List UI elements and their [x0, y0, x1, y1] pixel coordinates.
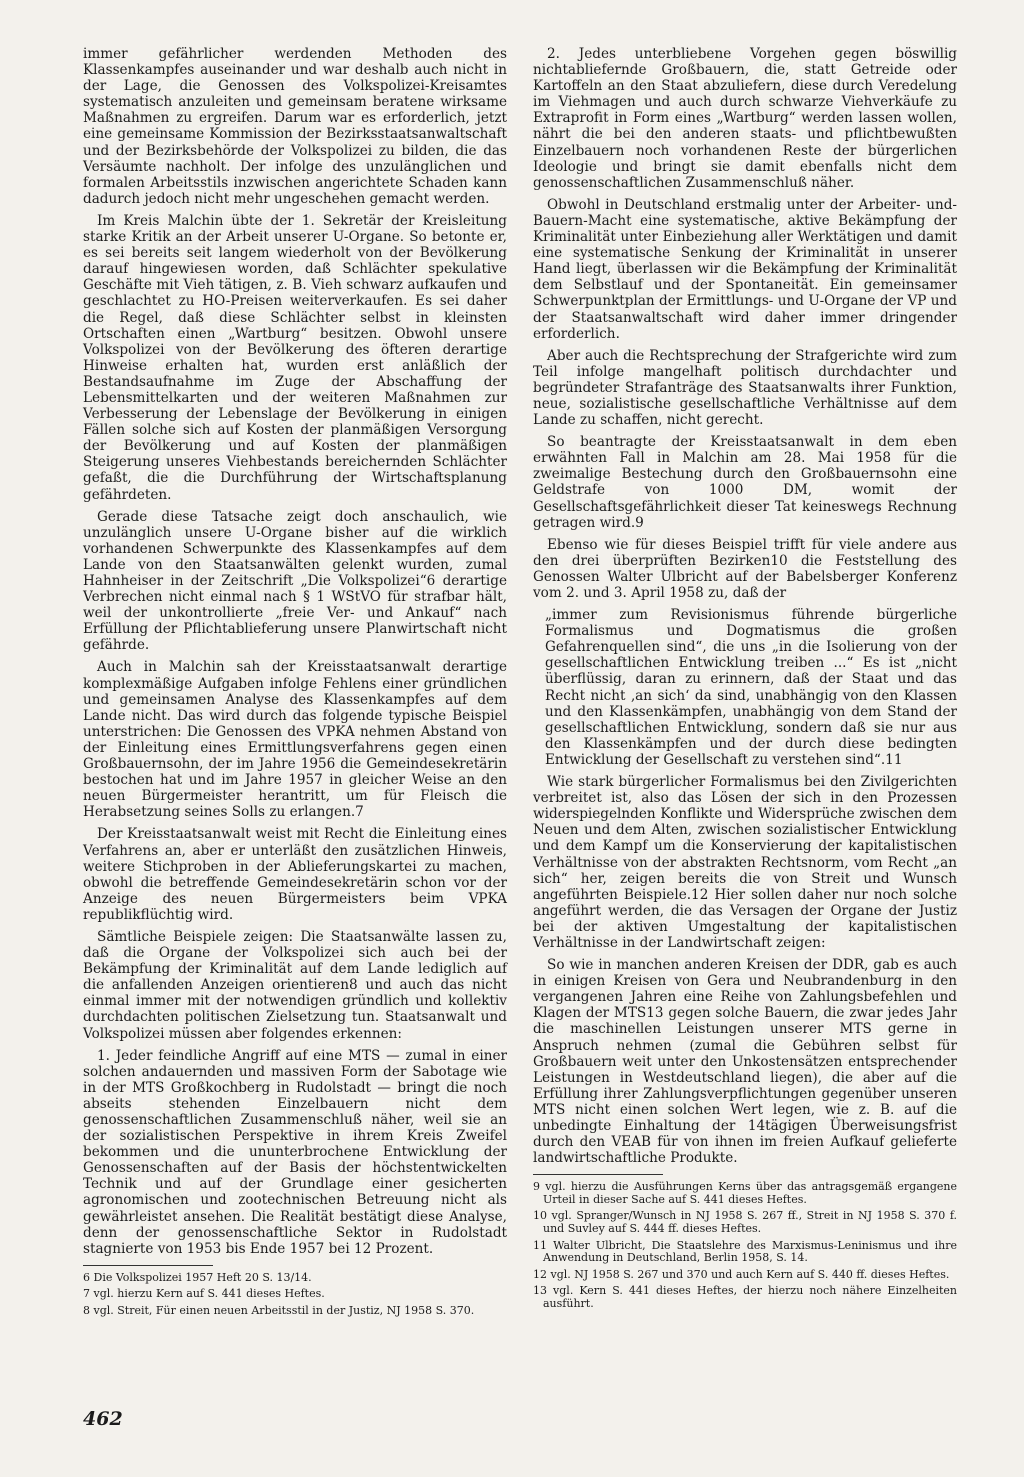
- paragraph: Ebenso wie für dieses Beispiel trifft für viele andere aus den drei überprüften Bezirken10 die Feststellung des Genossen Walter Ulbricht auf der Babelsberger Konferenz vom 2. und 3. April 1958 zu, daß der: [533, 536, 957, 601]
- footnote: 7 vgl. hierzu Kern auf S. 441 dieses Heftes.: [83, 1287, 325, 1301]
- left-column: [83, 46, 507, 1322]
- footnote: 13 vgl. Kern S. 441 dieses Heftes, der hierzu noch nähere Einzelheiten ausführt.: [533, 1284, 957, 1311]
- paragraph: Sämtliche Beispiele zeigen: Die Staatsanwälte lassen zu, daß die Organe der Volkspolizei sich auch bei der Bekämpfung der Kriminalität auf dem Lande lediglich auf die anfallenden Anzeigen orientieren8 und auch das nicht einmal immer mit der notwendigen gründlich und kollektiv durchdachten politischen Zielsetzung tun. Staatsanwalt und Volkspolizei müssen aber folgendes erkennen:: [83, 928, 507, 1042]
- paragraph: Aber auch die Rechtsprechung der Strafgerichte wird zum Teil infolge mangelhaft politisch durchdachter und begründeter Strafanträge des Staatsanwalts ihrer Funktion, neue, sozialistische gesellschaftliche Verhältnisse auf dem Lande zu schaffen, nicht gerecht.: [533, 347, 957, 429]
- footnote: 8 vgl. Streit, Für einen neuen Arbeitsstil in der Justiz, NJ 1958 S. 370.: [83, 1304, 475, 1318]
- paragraph: So wie in manchen anderen Kreisen der DDR, gab es auch in einigen Kreisen von Gera und Neubrandenburg in den vergangenen Jahren eine Reihe von Zahlungsbefehlen und Klagen der MTS13 gegen solche Bauern, die zwar jedes Jahr die maschinellen Leistungen unserer MTS gerne in Anspruch nehmen (zumal die Gebühren selbst für Großbauern weit unter den Unkostensätzen entsprechender Leistungen in Westdeutschland liegen), die aber auf die Erfüllung ihrer Zahlungsverpflichtungen gegenüber unseren MTS nicht einen solchen Wert legen, wie z. B. auf die unbedingte Einhaltung der 14tägigen Überweisungsfrist durch den VEAB für von ihnen im freien Aufkauf gelieferte landwirtschaftliche Produkte.: [533, 957, 957, 1167]
- paragraph: 1. Jeder feindliche Angriff auf eine MTS — zumal in einer solchen andauernden und massiven Form der Sabotage wie in der MTS Großkochberg in Rudolstadt — bringt die noch abseits stehenden Einzelbauern nicht dem genossenschaftlichen Zusammenschluß näher, weil sie an der sozialistischen Perspektive in ihrem Kreis Zweifel bekommen und die ununterbrochene Entwicklung der Genossenschaften auf der Basis der höchstentwickelten Technik und auf der Grundlage einer gesicherten agronomischen und zootechnischen Betreuung nicht als gewährleistet ansehen. Die Realität bestätigt diese Analyse, denn der genossenschaftliche Sektor in Rudolstadt stagnierte von 1953 bis Ende 1957 bei 12 Prozent.: [83, 1047, 507, 1257]
- paragraph: Der Kreisstaatsanwalt weist mit Recht die Einleitung eines Verfahrens an, aber er unterläßt den zusätzlichen Hinweis, weitere Stichproben in der Ablieferungskartei zu machen, obwohl die betreffende Gemeindesekretärin schon vor der Anzeige des neuen Bürgermeisters beim VPKA republikflüchtig wird.: [83, 826, 507, 923]
- footnote: 6 Die Volkspolizei 1957 Heft 20 S. 13/14.: [83, 1270, 312, 1284]
- right-column: [533, 46, 957, 1315]
- footnote-divider: [83, 1265, 213, 1266]
- footnote: 10 vgl. Spranger/Wunsch in NJ 1958 S. 267 ff., Streit in NJ 1958 S. 370 f. und Suvley auf S. 444 ff. dieses Heftes.: [533, 1209, 957, 1236]
- paragraph: 2. Jedes unterbliebene Vorgehen gegen böswillig nichtabliefernde Großbauern, die, statt Getreide oder Kartoffeln an den Staat abzuliefern, diese durch Veredelung im Viehmagen und auch durch schwarze Viehverkäufe zu Extraprofit in Form eines „Wartburg“ werden lassen wollen, nährt die bei den anderen staats- und pflichtbewußten Einzelbauern noch vorhandenen Reste der bürgerlichen Ideologie und bringt sie damit ebenfalls nicht dem genossenschaftlichen Zusammenschluß näher.: [533, 46, 957, 191]
- paragraph: immer gefährlicher werdenden Methoden des Klassenkampfes auseinander und war deshalb auch nicht in der Lage, die Genossen des Volkspolizei-Kreisamtes systematisch anzuleiten und gemeinsam beratene wirksame Maßnahmen zu ergreifen. Darum war es erforderlich, jetzt eine gemeinsame Kommission der Bezirksstaatsanwaltschaft und der Bezirksbehörde der Volkspolizei zu bilden, die das Versäumte nachholt. Der infolge des unzulänglichen und formalen Arbeitsstils inzwischen angerichtete Schaden kann dadurch jedoch nicht mehr ungeschehen gemacht werden.: [83, 46, 507, 207]
- paragraph: Im Kreis Malchin übte der 1. Sekretär der Kreisleitung starke Kritik an der Arbeit unserer U-Organe. So betonte er, es sei bereits seit langem wiederholt von der Bevölkerung darauf hingewiesen worden, daß Schlächter spekulative Geschäfte mit Vieh tätigen, z. B. Vieh schwarz aufkaufen und geschlachtet zu HO-Preisen weiterverkaufen. Es sei daher die Regel, daß diese Schlächter selbst in kleinsten Ortschaften einen „Wartburg“ besitzen. Obwohl unsere Volkspolizei von der Bevölkerung des öfteren derartige Hinweise erhalten hat, wurden erst anläßlich der Bestandsaufnahme im Zuge der Abschaffung der Lebensmittelkarten und der weiteren Maßnahmen zur Verbesserung der Lebenslage der Bevölkerung in einigen Fällen solche sich auf Kosten der planmäßigen Versorgung der Bevölkerung und auf Kosten der planmäßigen Steigerung unseres Viehbestands bereichernden Schlächter gefaßt, die die Durchführung der Wirtschaftsplanung gefährdeten.: [83, 212, 507, 503]
- footnote: 11 Walter Ulbricht, Die Staatslehre des Marxismus-Leninismus und ihre Anwendung in Deutschland, Berlin 1958, S. 14.: [533, 1238, 957, 1265]
- footnote: 9 vgl. hierzu die Ausführungen Kerns über das antragsgemäß ergangene Urteil in dieser Sache auf S. 441 dieses Heftes.: [533, 1180, 957, 1206]
- footnote-divider: [533, 1174, 663, 1175]
- footnote: 12 vgl. NJ 1958 S. 267 und 370 und auch Kern auf S. 440 ff. dieses Heftes.: [533, 1267, 950, 1281]
- paragraph: So beantragte der Kreisstaatsanwalt in dem eben erwähnten Fall in Malchin am 28. Mai 1958 für die zweimalige Bestechung durch den Großbauernsohn eine Geldstrafe von 1000 DM, womit der Gesellschaftsgefährlichkeit dieser Tat keineswegs Rechnung getragen wird.9: [533, 434, 957, 531]
- page-number: 462: [83, 1408, 123, 1430]
- paragraph: Obwohl in Deutschland erstmalig unter der Arbeiter- und-Bauern-Macht eine systematische, aktive Bekämpfung der Kriminalität unter Einbeziehung aller Werktätigen und damit eine systematische Senkung der Kriminalität in unserer Hand liegt, überlassen wir die Bekämpfung der Kriminalität dem Selbstlauf und der Spontaneität. Ein gemeinsamer Schwerpunktplan der Ermittlungs- und U-Organe der VP und der Staatsanwaltschaft wird daher immer dringender erforderlich.: [533, 196, 957, 342]
- paragraph: Wie stark bürgerlicher Formalismus bei den Zivilgerichten verbreitet ist, also das Lösen der sich in den Prozessen widerspiegelnden Konflikte und Widersprüche zwischen dem Neuen und dem Alten, zwischen sozialistischer Entwicklung und dem Kampf um die Konservierung der kapitalistischen Verhältnisse von der abstrakten Rechtsnorm, vom Recht „an sich“ her, zeigen bereits die von Streit und Wunsch angeführten Beispiele.12 Hier sollen daher nur noch solche angeführt werden, die das Versagen der Organe der Justiz bei der aktiven Umgestaltung der kapitalistischen Verhältnisse in der Landwirtschaft zeigen:: [533, 774, 957, 951]
- paragraph: Gerade diese Tatsache zeigt doch anschaulich, wie unzulänglich unsere U-Organe bisher auf die wirklich vorhandenen Schwerpunkte des Klassenkampfes auf dem Lande von den Staatsanwälten gelenkt wurden, zumal Hahnheiser in der Zeitschrift „Die Volkspolizei“6 derartige Verbrechen nicht einmal nach § 1 WStVO für strafbar hält, weil der unkontrollierte „freie Ver- und Ankauf“ nach Erfüllung der Pflichtablieferung unsere Planwirtschaft nicht gefährde.: [83, 508, 507, 654]
- block-quote: „immer zum Revisionismus führende bürgerliche Formalismus und Dogmatismus die großen Gefahrenquellen sind“, die uns „in die Isolierung von der gesellschaftlichen Entwicklung treiben ...“ Es ist „nicht überflüssig, daran zu erinnern, daß der Staat und das Recht nicht ‚an sich‘ da sind, unabhängig von den Klassen und den Klassenkämpfen, unabhängig von dem Stand der gesellschaftlichen Entwicklung, sondern daß sie nur aus den Klassenkämpfen und der durch diese bedingten Entwicklung der Gesellschaft zu verstehen sind“.11: [545, 607, 957, 768]
- paragraph: Auch in Malchin sah der Kreisstaatsanwalt derartige komplexmäßige Aufgaben infolge Fehlens einer gründlichen und gemeinsamen Analyse des Klassenkampfes auf dem Lande nicht. Das wird durch das folgende typische Beispiel unterstrichen: Die Genossen des VPKA nehmen Abstand von der Einleitung eines Ermittlungsverfahrens gegen einen Großbauernsohn, der im Jahre 1956 die Gemeindesekretärin bestochen hat und im Jahre 1957 in gleicher Weise an den neuen Bürgermeister herantritt, um für Fleisch die Herabsetzung seines Solls zu erlangen.7: [83, 659, 507, 821]
